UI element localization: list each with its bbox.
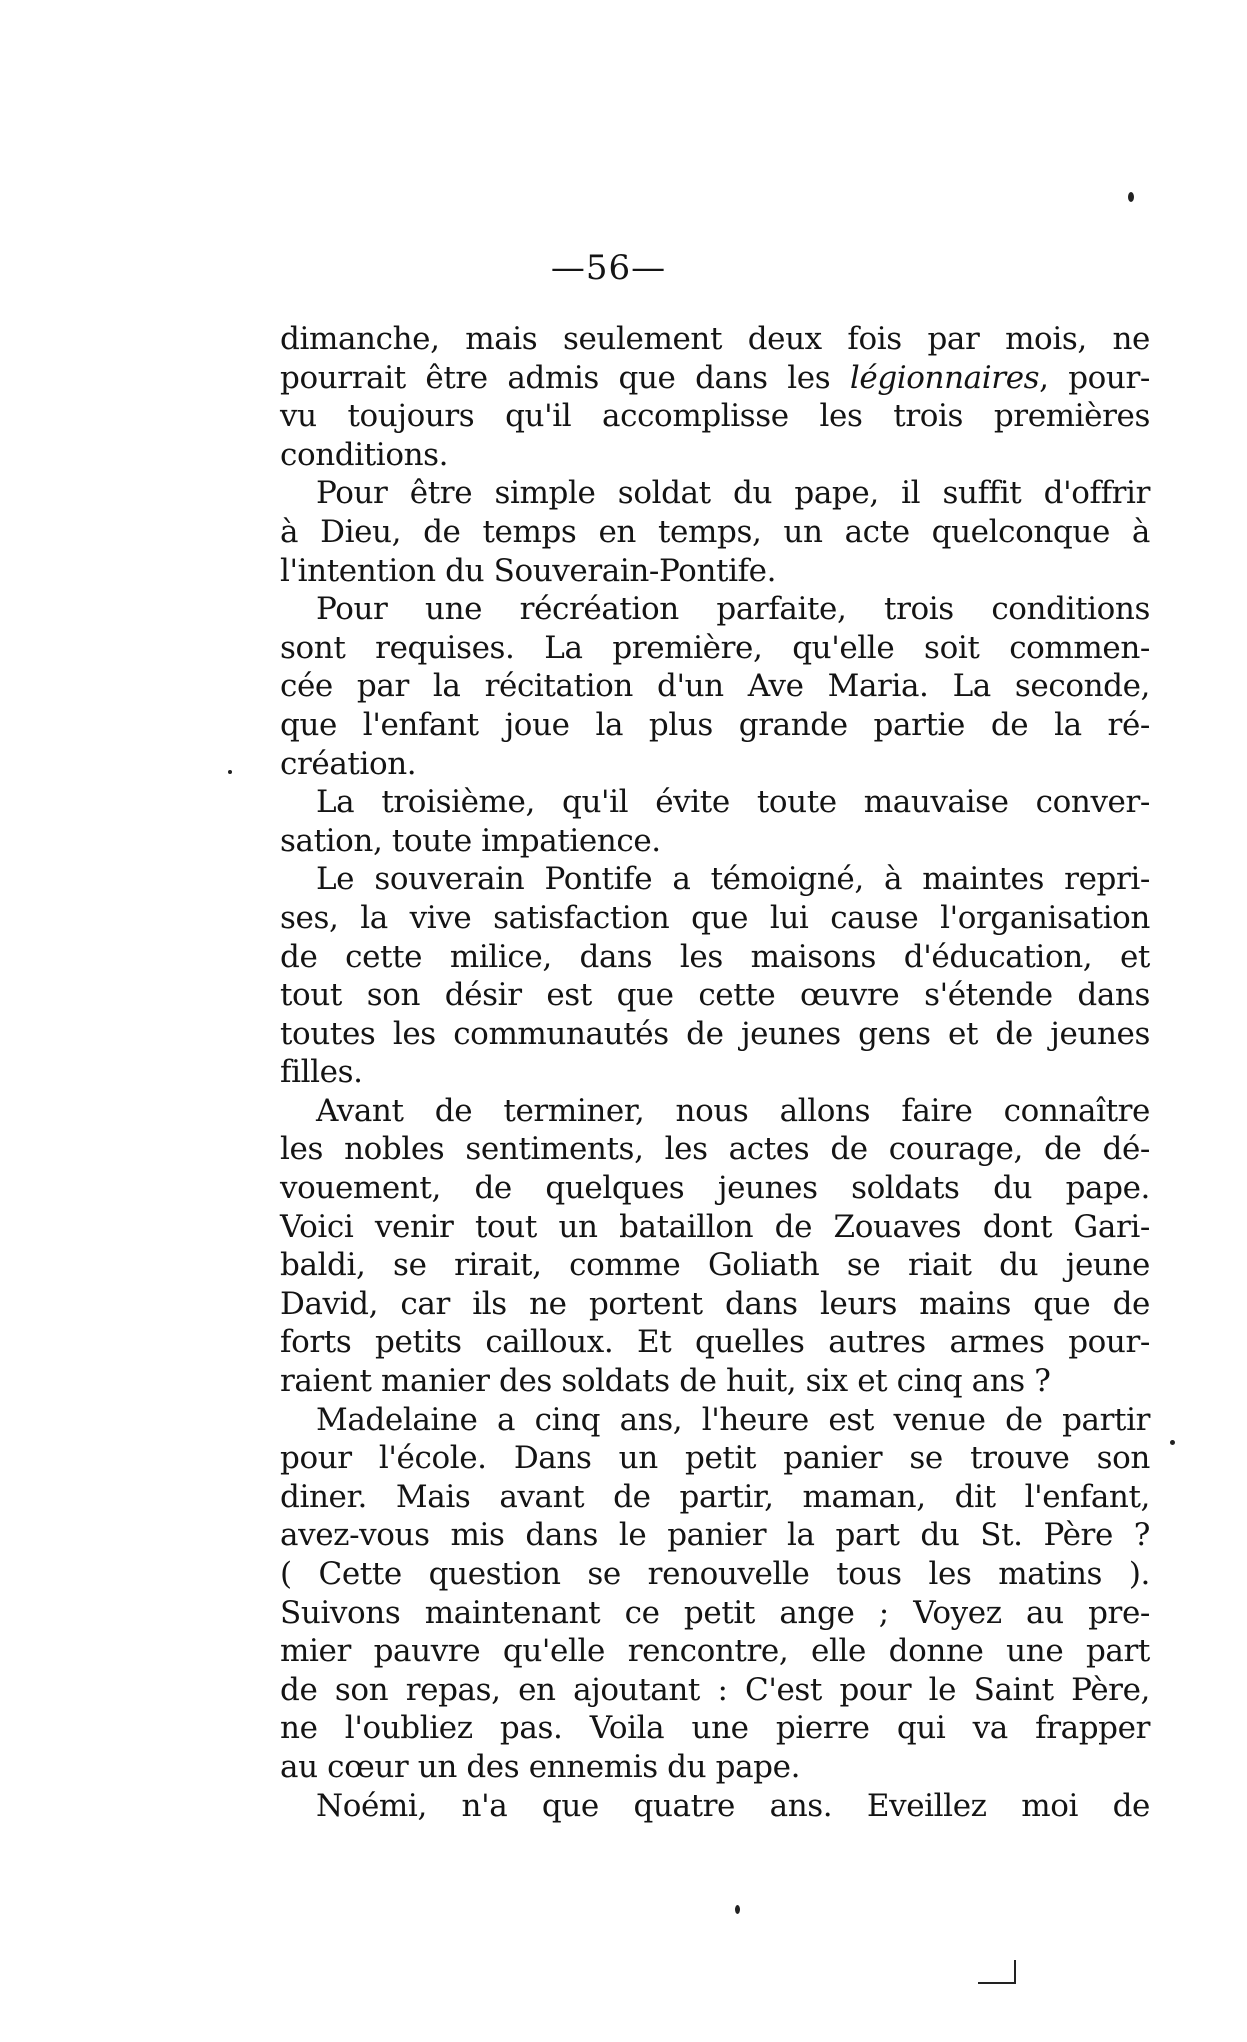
- ink-speck: [1170, 1440, 1175, 1445]
- text-line: Le souverain Pontife a témoigné, à maintes repri-: [316, 861, 1150, 898]
- text-line: l'intention du Souverain-Pontife.: [280, 552, 777, 589]
- text-line: pourrait être admis que dans les légionnaires, pour-: [280, 359, 1150, 396]
- text-line: ( Cette question se renouvelle tous les matins ).: [280, 1556, 1150, 1592]
- ink-speck: [228, 770, 232, 774]
- text-line: les nobles sentiments, les actes de courage, de dé-: [280, 1131, 1150, 1168]
- text-line: David, car ils ne portent dans leurs mains que de: [280, 1285, 1150, 1322]
- text-line: sont requises. La première, qu'elle soit commen-: [280, 629, 1150, 666]
- text-line: toutes les communautés de jeunes gens et de jeunes: [280, 1015, 1150, 1052]
- text-line: Noémi, n'a que quatre ans. Eveillez moi de: [316, 1787, 1150, 1824]
- text-line: de cette milice, dans les maisons d'éducation, et: [280, 938, 1150, 975]
- text-line: Pour une récréation parfaite, trois conditions: [316, 591, 1150, 628]
- text-line: forts petits cailloux. Et quelles autres armes pour-: [280, 1324, 1150, 1361]
- text-line: vu toujours qu'il accomplisse les trois premières: [280, 398, 1150, 435]
- ink-speck: [1128, 192, 1134, 202]
- text-line: Avant de terminer, nous allons faire connaître: [316, 1092, 1150, 1129]
- text-line: création.: [280, 745, 417, 782]
- text-line: raient manier des soldats de huit, six et cinq ans ?: [280, 1363, 1051, 1400]
- footer-mark: [978, 1960, 1016, 1984]
- text-line: diner. Mais avant de partir, maman, dit l'enfant,: [280, 1478, 1150, 1515]
- text-line: filles.: [280, 1054, 363, 1091]
- text-line: baldi, se rirait, comme Goliath se riait du jeune: [280, 1247, 1150, 1284]
- body-text: [280, 320, 1150, 1825]
- text-line: Voici venir tout un bataillon de Zouaves dont Gari-: [280, 1208, 1150, 1245]
- text-line: ses, la vive satisfaction que lui cause l'organisation: [280, 899, 1150, 936]
- text-line: Pour être simple soldat du pape, il suffit d'offrir: [316, 475, 1150, 512]
- text-line: que l'enfant joue la plus grande partie de la ré-: [280, 706, 1150, 743]
- text-line: de son repas, en ajoutant : C'est pour le Saint Père,: [280, 1671, 1150, 1708]
- text-line: sation, toute impatience.: [280, 822, 661, 859]
- text-line: dimanche, mais seulement deux fois par mois, ne: [280, 321, 1150, 357]
- text-line: ne l'oubliez pas. Voila une pierre qui va frapper: [280, 1710, 1150, 1747]
- ink-speck: [735, 1905, 740, 1914]
- text-line: Suivons maintenant ce petit ange ; Voyez au pre-: [280, 1594, 1150, 1631]
- text-line: au cœur un des ennemis du pape.: [280, 1748, 801, 1785]
- text-line: vouement, de quelques jeunes soldats du pape.: [280, 1170, 1150, 1207]
- text-line: tout son désir est que cette œuvre s'étende dans: [280, 977, 1150, 1014]
- text-line: mier pauvre qu'elle rencontre, elle donne une part: [280, 1633, 1150, 1670]
- text-line: Madelaine a cinq ans, l'heure est venue de partir: [316, 1401, 1150, 1438]
- page-number: —56—: [550, 248, 667, 288]
- text-line: La troisième, qu'il évite toute mauvaise conver-: [316, 784, 1150, 821]
- text-line: cée par la récitation d'un Ave Maria. La seconde,: [280, 668, 1150, 705]
- text-line: conditions.: [280, 436, 449, 473]
- text-line: avez-vous mis dans le panier la part du St. Père ?: [280, 1517, 1150, 1554]
- text-line: pour l'école. Dans un petit panier se trouve son: [280, 1440, 1150, 1477]
- text-line: à Dieu, de temps en temps, un acte quelconque à: [280, 513, 1150, 550]
